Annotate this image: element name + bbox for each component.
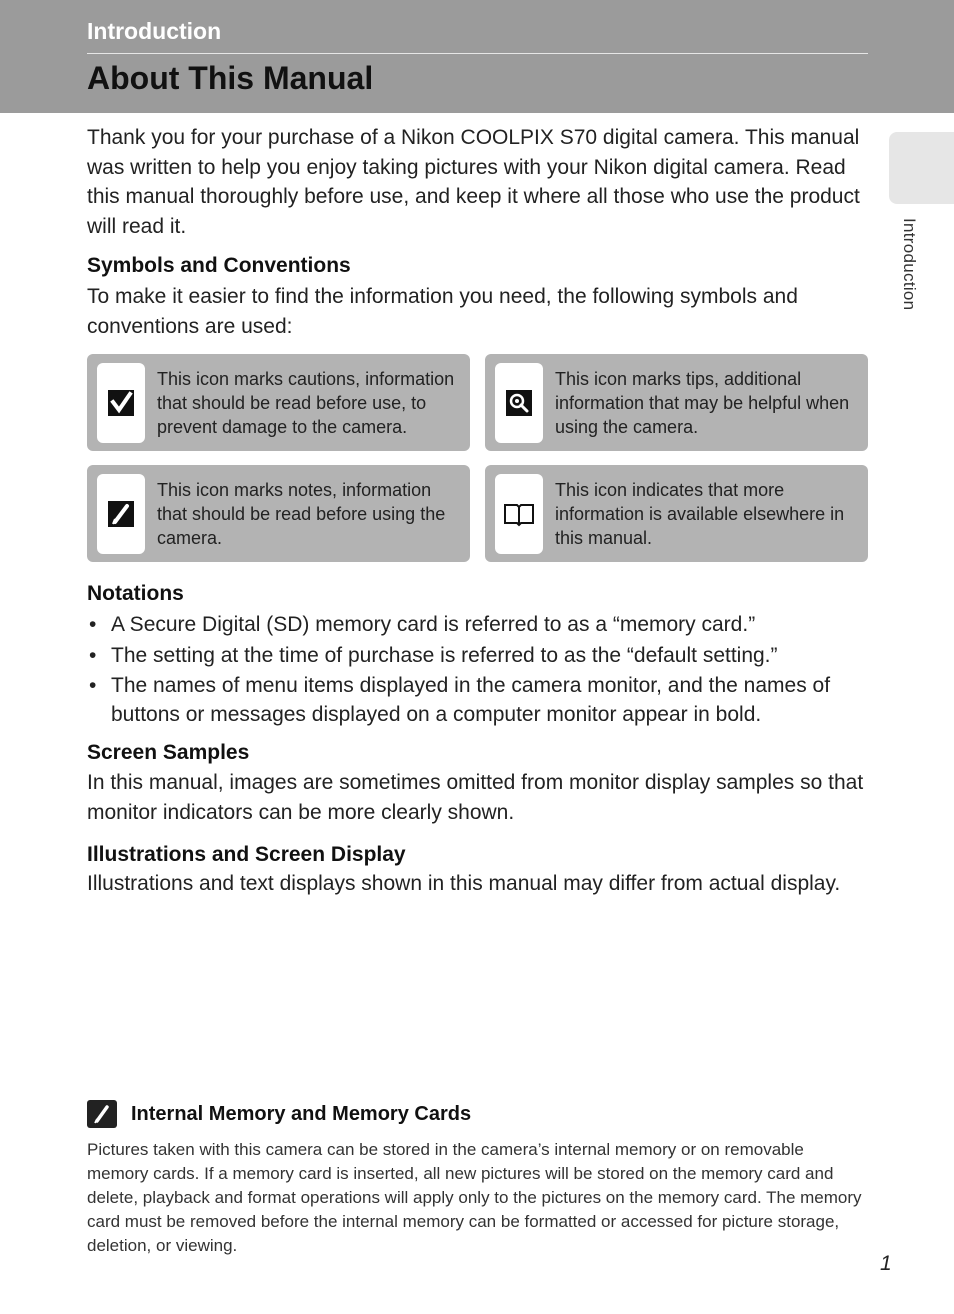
- main-content: [87, 123, 868, 899]
- symbols-heading: Symbols and Conventions: [87, 254, 351, 277]
- list-item: • The setting at the time of purchase is referred to as the “default setting.”: [89, 643, 778, 667]
- notations-list: [87, 610, 868, 729]
- book-reference-icon: [502, 501, 536, 527]
- symbol-card-tip: [485, 354, 868, 451]
- note-pencil-icon: [87, 1100, 117, 1128]
- illustrations-heading: Illustrations and Screen Display: [87, 843, 406, 866]
- note-text: Pictures taken with this camera can be stored in the camera’s internal memory or on removable memory cards. If a memory card is inserted, all new pictures will be stored on the memory card and delete, playback and format operations will apply only to the pictures on the memory card. The memory card must be removed before the internal memory can be formatted or accessed for picture storage, deletion, or viewing.: [87, 1140, 862, 1255]
- symbol-card-caution: [87, 354, 470, 451]
- intro-paragraph: Thank you for your purchase of a Nikon COOLPIX S70 digital camera. This manual was written to help you enjoy taking pictures with your Nikon digital camera. Read this manual thoroughly before use, and keep it where all those who use the product will read it.: [87, 126, 860, 238]
- note-pencil-icon: [108, 501, 134, 527]
- screen-samples-text: In this manual, images are sometimes omitted from monitor display samples so that monitor indicators can be more clearly shown.: [87, 771, 864, 824]
- illustrations-text: Illustrations and text displays shown in this manual may differ from actual display.: [87, 872, 841, 895]
- symbols-text: To make it easier to find the information you need, the following symbols and conventions are used:: [87, 285, 798, 338]
- symbols-grid: [87, 354, 868, 562]
- note-block: [87, 1100, 868, 1258]
- symbol-card-text: This icon marks tips, additional information that may be helpful when using the camera.: [555, 368, 850, 437]
- screen-samples-heading: Screen Samples: [87, 741, 250, 764]
- page-title: About This Manual: [87, 60, 374, 96]
- caution-check-icon: [108, 390, 134, 416]
- symbol-card-text: This icon marks cautions, information that should be read before use, to prevent damage to the camera.: [157, 368, 455, 437]
- list-item: • A Secure Digital (SD) memory card is referred to as a “memory card.”: [89, 613, 756, 636]
- notations-heading: Notations: [87, 582, 184, 605]
- note-title: Internal Memory and Memory Cards: [131, 1102, 472, 1125]
- side-tab: [889, 132, 954, 204]
- symbol-card-text: This icon indicates that more information is available elsewhere in this manual.: [555, 479, 845, 548]
- symbol-card-text: This icon marks notes, information that should be read before using the camera.: [157, 479, 446, 548]
- side-tab-label: Introduction: [900, 218, 919, 311]
- page-header: [0, 0, 954, 113]
- header-divider: [87, 53, 868, 54]
- list-item: • The names of menu items displayed in the camera monitor, and the names of buttons or messages displayed on a computer monitor appear in bold.: [89, 674, 831, 726]
- page-number: 1: [880, 1252, 892, 1275]
- section-name: Introduction: [87, 18, 222, 44]
- tip-icon: [506, 390, 532, 416]
- symbol-card-reference: [485, 465, 868, 562]
- symbol-card-note: [87, 465, 470, 562]
